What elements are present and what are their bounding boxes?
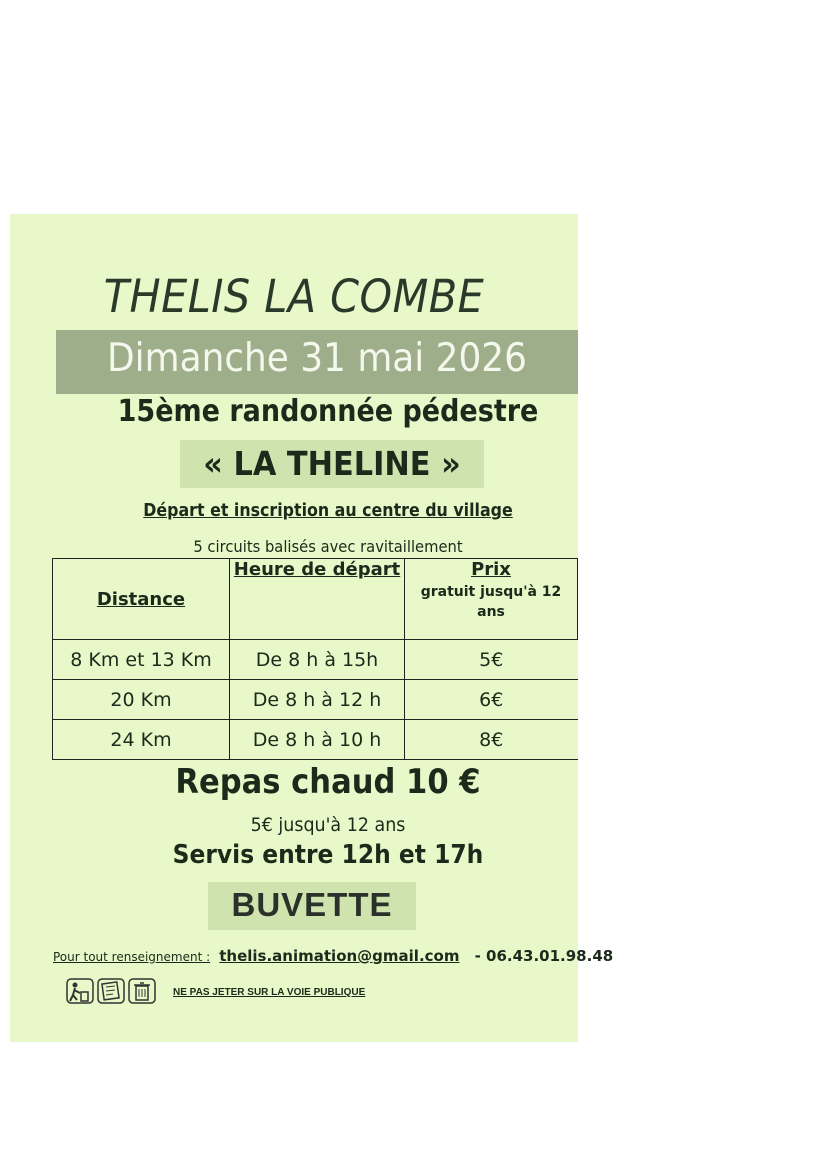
time-header: Heure de départ — [230, 559, 405, 640]
event-subtitle: 15ème randonnée pédestre — [117, 394, 539, 429]
distance-cell: 24 Km — [53, 720, 230, 760]
contact-phone: - 06.43.01.98.48 — [474, 947, 614, 965]
trash-bin-icon — [129, 979, 155, 1003]
flyer — [10, 214, 614, 1042]
bar-banner — [208, 882, 416, 930]
price-header — [405, 559, 578, 640]
date-banner — [56, 330, 578, 394]
circuits-info: 5 circuits balisés avec ravitaillement — [193, 537, 463, 556]
time-cell: De 8 h à 10 h — [230, 720, 405, 760]
price-cell: 6€ — [405, 680, 578, 720]
table-row — [53, 640, 578, 680]
event-date: Dimanche 31 mai 2026 — [107, 336, 527, 381]
table-row — [53, 720, 578, 760]
price-cell: 5€ — [405, 640, 578, 680]
distance-header: Distance — [53, 559, 230, 640]
contact-label: Pour tout renseignement : — [53, 950, 211, 964]
paper-recycle-icon — [98, 979, 124, 1003]
contact-email[interactable]: thelis.animation@gmail.com — [219, 947, 460, 965]
recycling-person-icon — [67, 979, 93, 1003]
price-label: Prix — [471, 559, 511, 580]
departure-info: Départ et inscription au centre du village — [143, 500, 513, 521]
price-cell: 8€ — [405, 720, 578, 760]
bar-label: BUVETTE — [231, 886, 393, 923]
no-litter-notice: NE PAS JETER SUR LA VOIE PUBLIQUE — [173, 987, 366, 998]
village-title: THELIS LA COMBE — [103, 270, 485, 323]
time-cell: De 8 h à 15h — [230, 640, 405, 680]
table-header-row — [53, 559, 578, 640]
meal-served-time: Servis entre 12h et 17h — [172, 840, 484, 870]
price-note: gratuit jusqu'à 12 ans — [420, 584, 562, 620]
meal-child-price: 5€ jusqu'à 12 ans — [250, 814, 406, 836]
recycling-icons — [66, 978, 158, 1004]
meal-title: Repas chaud 10 € — [175, 762, 481, 802]
event-name: « LA THELINE » — [203, 444, 461, 483]
contact-line — [53, 946, 613, 965]
distance-cell: 20 Km — [53, 680, 230, 720]
table-row — [53, 680, 578, 720]
distance-cell: 8 Km et 13 Km — [53, 640, 230, 680]
routes-table — [52, 558, 578, 760]
time-cell: De 8 h à 12 h — [230, 680, 405, 720]
event-name-banner — [180, 440, 484, 488]
